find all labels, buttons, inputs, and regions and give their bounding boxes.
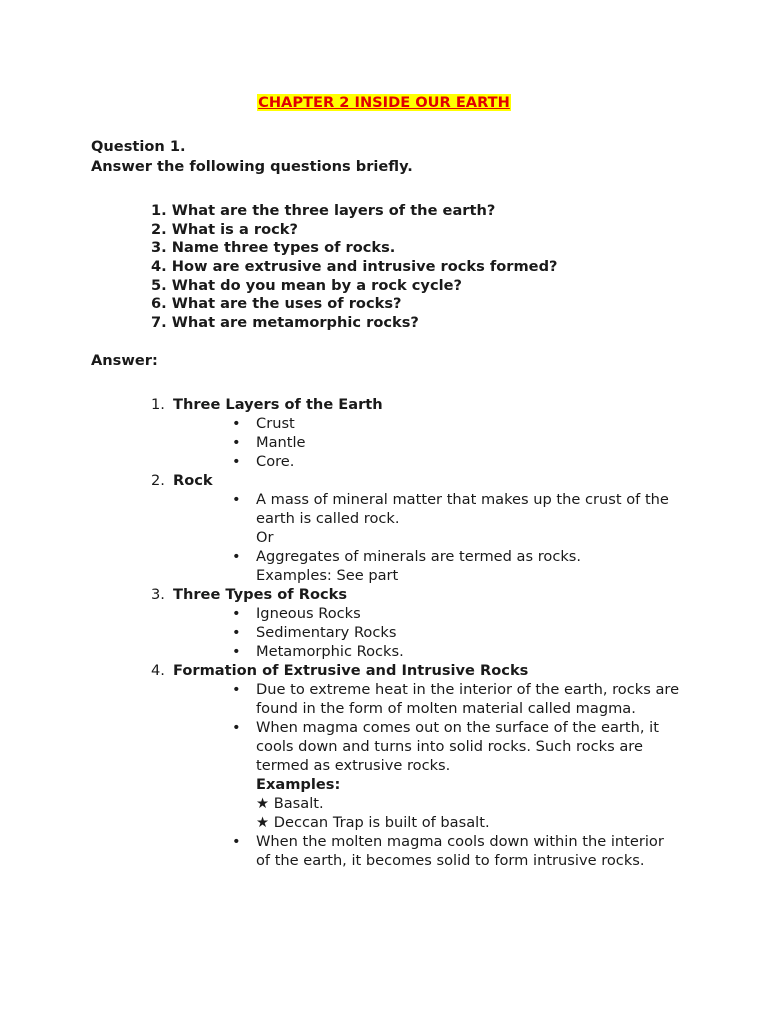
bullet-icon: • [232,624,241,641]
answer-heading: Answer: [91,352,158,369]
question-item: 5. What do you mean by a rock cycle? [151,276,462,294]
bullet-item: • Metamorphic Rocks. [232,643,404,660]
bullet-icon: • [232,643,241,660]
answer-item [151,395,691,471]
answer-item [151,471,691,585]
question-block [91,137,413,177]
bullet-item: • Aggregates of minerals are termed as rocks. Examples: See part [256,547,681,585]
answer-number: 3. [151,586,165,603]
example-item: ★ Deccan Trap is built of basalt. [256,814,490,831]
question-item: 4. How are extrusive and intrusive rocks formed? [151,258,558,276]
bullet-icon: • [232,453,241,470]
bullet-icon: • [232,719,241,736]
bullet-list [151,680,681,870]
bullet-icon: • [232,833,241,850]
bullet-item: • When the molten magma cools down within the interior of the earth, it becomes solid to form intrusive rocks. [232,833,664,869]
bullet-icon: • [232,415,241,432]
bullet-icon: • [232,491,241,508]
page-title [0,93,768,112]
answer-item [151,661,691,870]
question-label: Question 1. [91,138,186,155]
answer-heading-text: Rock [173,472,213,489]
examples-heading: Examples: [256,776,341,793]
answer-heading-text: Three Layers of the Earth [173,396,383,413]
bullet-item: • Core. [232,453,295,470]
answer-heading-text: Three Types of Rocks [173,586,348,603]
answer-number: 4. [151,662,165,679]
bullet-item: • Crust [232,415,295,432]
bullet-icon: • [232,681,241,698]
question-instruction: Answer the following questions briefly. [91,158,413,175]
bullet-item: • Igneous Rocks [232,605,361,622]
bullet-icon: • [232,605,241,622]
question-list [151,201,558,332]
answer-number: 1. [151,396,165,413]
question-item: 7. What are metamorphic rocks? [151,314,419,332]
bullet-item: • Due to extreme heat in the interior of the earth, rocks are found in the form of molten material called magma. [232,681,680,717]
chapter-title: CHAPTER 2 INSIDE OUR EARTH [258,94,510,111]
answer-item [151,585,691,661]
bullet-item: • Mantle [232,434,306,451]
or-text: Or [256,529,274,546]
question-item: 3. Name three types of rocks. [151,239,396,257]
bullet-icon: • [232,434,241,451]
answer-number: 2. [151,472,165,489]
question-item: 1. What are the three layers of the earth? [151,202,496,219]
bullet-list [151,490,681,585]
example-item: ★ Basalt. [256,795,324,812]
examples-text: Examples: See part [256,567,399,584]
answer-list [151,395,691,870]
bullet-item: • Sedimentary Rocks [232,624,397,641]
bullet-icon: • [232,548,241,565]
bullet-item: • When magma comes out on the surface of the earth, it cools down and turns into solid rocks. Such rocks are termed as extrusive rocks. Examples: ★ Basalt. ★ Deccan Trap is built of basalt. [256,718,681,832]
bullet-item: • A mass of mineral matter that makes up the crust of the earth is called rock. Or [256,490,681,547]
question-item: 2. What is a rock? [151,220,298,238]
question-item: 6. What are the uses of rocks? [151,295,402,313]
answer-heading-text: Formation of Extrusive and Intrusive Rocks [173,662,529,679]
bullet-list [151,414,681,471]
bullet-list [151,604,681,661]
